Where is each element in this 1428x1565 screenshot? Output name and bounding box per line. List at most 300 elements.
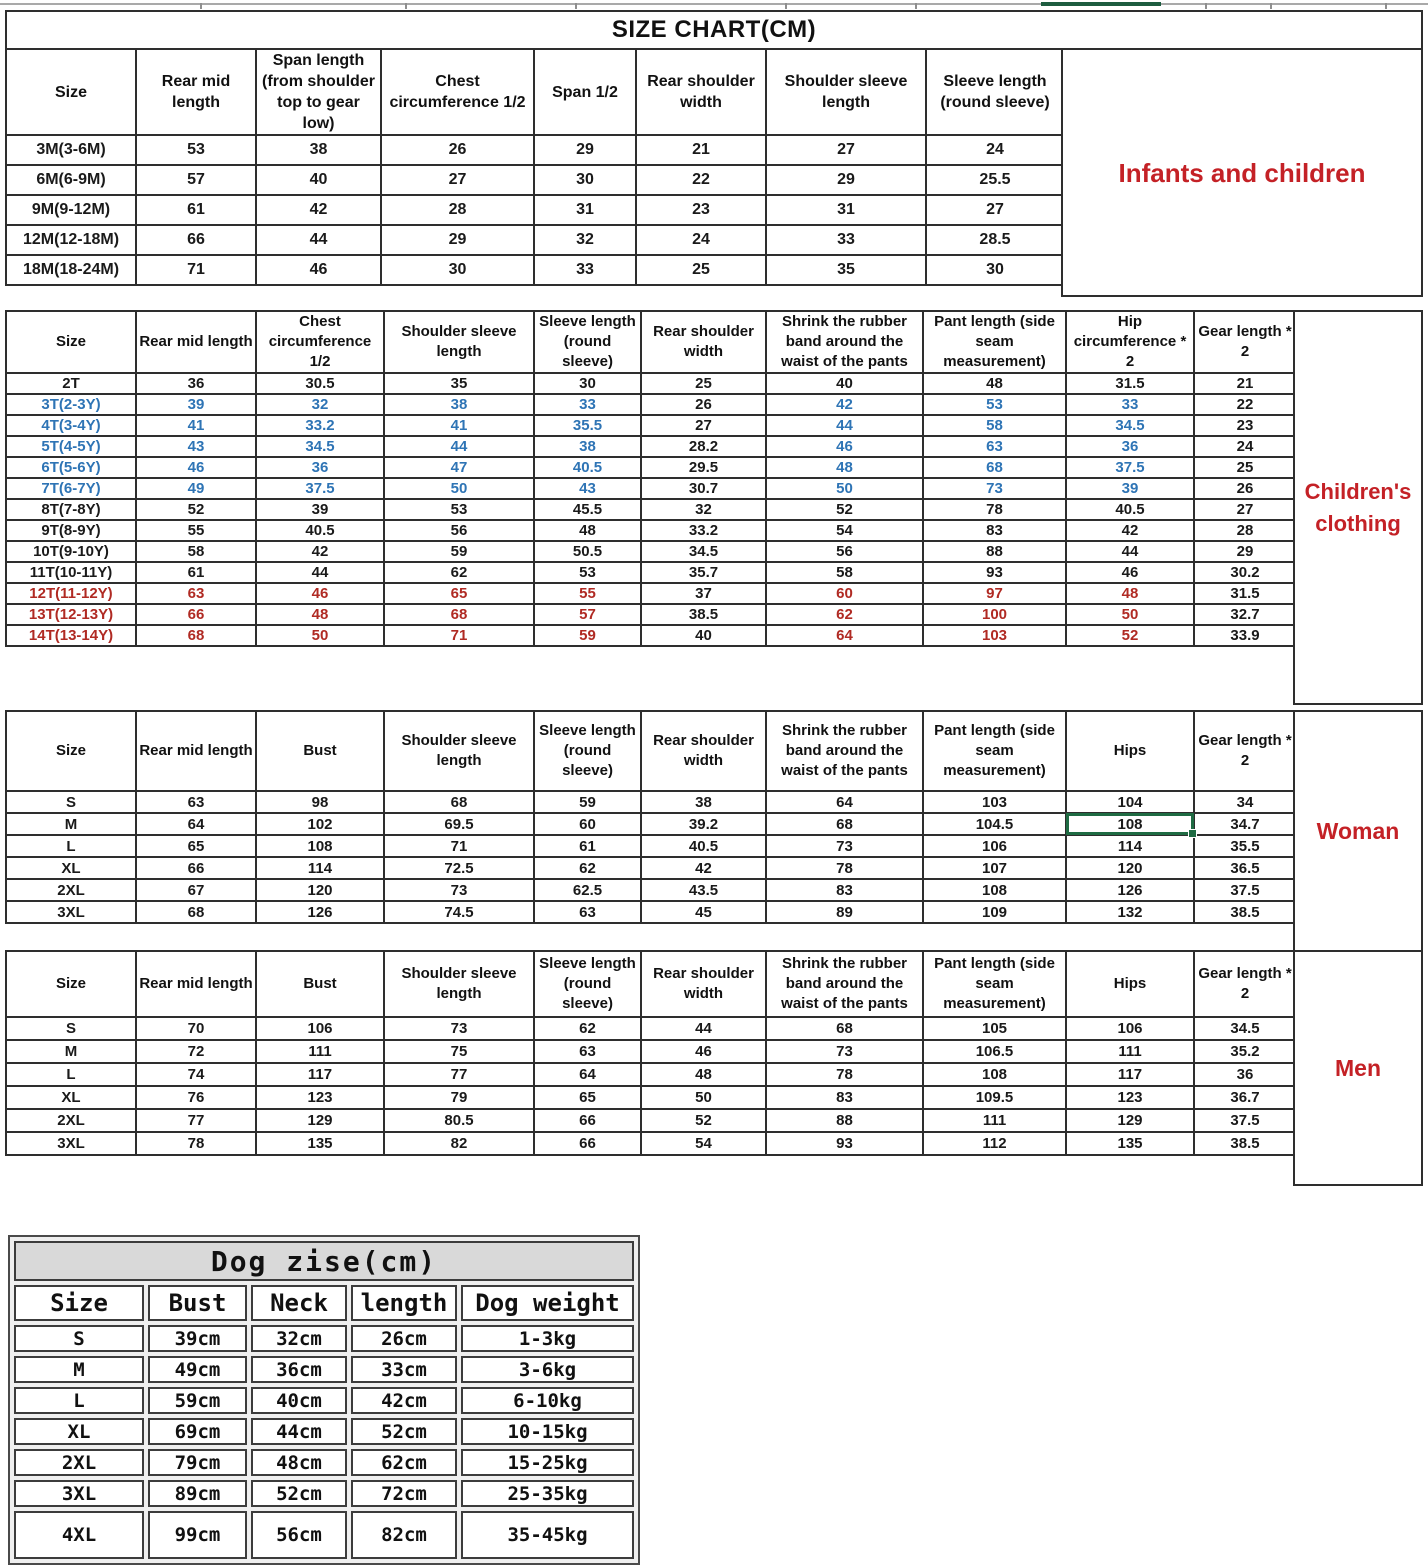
value-cell: 89: [766, 901, 923, 923]
value-cell: 34.5: [1194, 1017, 1296, 1040]
value-cell: 78: [923, 499, 1066, 520]
column-header: Pant length (side seam measurement): [923, 311, 1066, 373]
value-cell: 114: [1066, 835, 1194, 857]
header-row: [6, 711, 1296, 791]
value-cell: 42: [256, 541, 384, 562]
table-row: [6, 255, 1064, 285]
value-cell: 25.5: [926, 165, 1064, 195]
table-row: [6, 373, 1296, 394]
value-cell: 93: [923, 562, 1066, 583]
value-cell: 62: [534, 857, 641, 879]
value-cell: 1-3kg: [461, 1325, 634, 1352]
value-cell: 35: [384, 373, 534, 394]
value-cell: 58: [136, 541, 256, 562]
value-cell: 37.5: [256, 478, 384, 499]
value-cell: 34.5: [256, 436, 384, 457]
value-cell: 53: [136, 135, 256, 165]
value-cell: 65: [534, 1086, 641, 1109]
table-row: [6, 879, 1296, 901]
value-cell: 109: [923, 901, 1066, 923]
table-row: [6, 791, 1296, 813]
value-cell: 73: [384, 879, 534, 901]
size-cell: 12M(12-18M): [6, 225, 136, 255]
value-cell: 103: [923, 791, 1066, 813]
column-header: Pant length (side seam measurement): [923, 951, 1066, 1017]
value-cell: 40cm: [251, 1387, 347, 1414]
value-cell: 32: [641, 499, 766, 520]
value-cell: 29: [1194, 541, 1296, 562]
value-cell: 46: [766, 436, 923, 457]
value-cell: 39.2: [641, 813, 766, 835]
column-header: Sleeve length (round sleeve): [534, 311, 641, 373]
value-cell: 26: [381, 135, 534, 165]
value-cell: 68: [384, 791, 534, 813]
value-cell: 111: [256, 1040, 384, 1063]
value-cell: 78: [766, 857, 923, 879]
column-header: Hips: [1066, 951, 1194, 1017]
value-cell: 45.5: [534, 499, 641, 520]
table-row: [14, 1387, 634, 1414]
size-cell: S: [6, 1017, 136, 1040]
value-cell: 33: [534, 394, 641, 415]
value-cell: 62.5: [534, 879, 641, 901]
value-cell: 69cm: [148, 1418, 247, 1445]
value-cell: 28.5: [926, 225, 1064, 255]
value-cell: 48cm: [251, 1449, 347, 1476]
value-cell: 30.2: [1194, 562, 1296, 583]
children-section-label: Children's clothing: [1293, 310, 1423, 705]
selected-column-edge: [1041, 2, 1161, 6]
value-cell: 38.5: [1194, 901, 1296, 923]
value-cell: 25-35kg: [461, 1480, 634, 1507]
size-cell: 3XL: [6, 901, 136, 923]
size-cell: 8T(7-8Y): [6, 499, 136, 520]
size-cell: L: [6, 1063, 136, 1086]
column-header: Size: [6, 711, 136, 791]
value-cell: 58: [766, 562, 923, 583]
men-section-label: Men: [1293, 950, 1423, 1186]
table-row: [6, 901, 1296, 923]
men-size-table: [5, 950, 1297, 1156]
value-cell: 61: [136, 562, 256, 583]
value-cell: 15-25kg: [461, 1449, 634, 1476]
value-cell: 44: [256, 562, 384, 583]
value-cell: 48: [1066, 583, 1194, 604]
value-cell: 30.5: [256, 373, 384, 394]
value-cell: 43: [534, 478, 641, 499]
column-header: Shrink the rubber band around the waist of the pants: [766, 311, 923, 373]
value-cell: 106: [256, 1017, 384, 1040]
table-row: [6, 394, 1296, 415]
header-row: [6, 311, 1296, 373]
table-row: [6, 604, 1296, 625]
column-header: Pant length (side seam measurement): [923, 711, 1066, 791]
value-cell: 31.5: [1066, 373, 1194, 394]
column-header: Gear length * 2: [1194, 311, 1296, 373]
value-cell: 44: [766, 415, 923, 436]
value-cell: 23: [1194, 415, 1296, 436]
value-cell: 56: [766, 541, 923, 562]
value-cell: 74: [136, 1063, 256, 1086]
infants-section-label: Infants and children: [1061, 48, 1423, 297]
value-cell: 28: [381, 195, 534, 225]
value-cell: 50: [641, 1086, 766, 1109]
value-cell: 56cm: [251, 1511, 347, 1559]
value-cell: 40.5: [1066, 499, 1194, 520]
size-cell: 6T(5-6Y): [6, 457, 136, 478]
value-cell: 108: [1066, 813, 1194, 835]
value-cell: 42: [641, 857, 766, 879]
value-cell: 48: [534, 520, 641, 541]
value-cell: 65: [384, 583, 534, 604]
value-cell: 78: [136, 1132, 256, 1155]
value-cell: 63: [136, 583, 256, 604]
value-cell: 33: [1066, 394, 1194, 415]
column-header: Neck: [251, 1285, 347, 1321]
value-cell: 66: [136, 857, 256, 879]
value-cell: 126: [1066, 879, 1194, 901]
table-row: [6, 165, 1064, 195]
size-cell: XL: [6, 857, 136, 879]
value-cell: 44: [384, 436, 534, 457]
value-cell: 42: [1066, 520, 1194, 541]
value-cell: 64: [136, 813, 256, 835]
value-cell: 66: [136, 225, 256, 255]
value-cell: 54: [641, 1132, 766, 1155]
value-cell: 32cm: [251, 1325, 347, 1352]
value-cell: 71: [384, 835, 534, 857]
column-header: Rear mid length: [136, 951, 256, 1017]
value-cell: 50: [1066, 604, 1194, 625]
value-cell: 68: [923, 457, 1066, 478]
value-cell: 31: [534, 195, 636, 225]
value-cell: 32: [256, 394, 384, 415]
column-header: Shoulder sleeve length: [384, 711, 534, 791]
column-header: Rear shoulder width: [641, 311, 766, 373]
column-header: Span length (from shoulder top to gear low): [256, 49, 381, 135]
value-cell: 37.5: [1194, 879, 1296, 901]
value-cell: 107: [923, 857, 1066, 879]
value-cell: 78: [766, 1063, 923, 1086]
value-cell: 48: [256, 604, 384, 625]
dog-size-table: [8, 1235, 640, 1565]
size-cell: L: [6, 835, 136, 857]
value-cell: 129: [256, 1109, 384, 1132]
column-header: Rear mid length: [136, 49, 256, 135]
size-cell: 5T(4-5Y): [6, 436, 136, 457]
gridline-tick: [1385, 3, 1387, 9]
value-cell: 35.5: [534, 415, 641, 436]
value-cell: 77: [384, 1063, 534, 1086]
value-cell: 28: [1194, 520, 1296, 541]
value-cell: 63: [534, 1040, 641, 1063]
value-cell: 106: [923, 835, 1066, 857]
value-cell: 27: [1194, 499, 1296, 520]
column-header: Chest circumference 1/2: [256, 311, 384, 373]
value-cell: 37: [641, 583, 766, 604]
value-cell: 63: [923, 436, 1066, 457]
value-cell: 44: [256, 225, 381, 255]
value-cell: 52: [766, 499, 923, 520]
value-cell: 47: [384, 457, 534, 478]
value-cell: 37.5: [1066, 457, 1194, 478]
header-row: [14, 1285, 634, 1321]
gridline-tick: [1270, 3, 1272, 9]
value-cell: 61: [534, 835, 641, 857]
value-cell: 38: [641, 791, 766, 813]
value-cell: 66: [534, 1109, 641, 1132]
value-cell: 36: [1194, 1063, 1296, 1086]
value-cell: 35: [766, 255, 926, 285]
value-cell: 62cm: [351, 1449, 457, 1476]
value-cell: 36cm: [251, 1356, 347, 1383]
value-cell: 27: [381, 165, 534, 195]
value-cell: 106: [1066, 1017, 1194, 1040]
column-header: Rear shoulder width: [636, 49, 766, 135]
size-cell: 2XL: [6, 1109, 136, 1132]
value-cell: 62: [766, 604, 923, 625]
value-cell: 60: [534, 813, 641, 835]
value-cell: 29.5: [641, 457, 766, 478]
value-cell: 112: [923, 1132, 1066, 1155]
table-row: [6, 499, 1296, 520]
value-cell: 43: [136, 436, 256, 457]
value-cell: 69.5: [384, 813, 534, 835]
value-cell: 62: [534, 1017, 641, 1040]
table-row: [6, 135, 1064, 165]
value-cell: 59: [384, 541, 534, 562]
value-cell: 102: [256, 813, 384, 835]
value-cell: 39: [1066, 478, 1194, 499]
value-cell: 76: [136, 1086, 256, 1109]
size-cell: 3XL: [6, 1132, 136, 1155]
value-cell: 45: [641, 901, 766, 923]
value-cell: 114: [256, 857, 384, 879]
value-cell: 71: [136, 255, 256, 285]
value-cell: 71: [384, 625, 534, 646]
value-cell: 73: [766, 835, 923, 857]
size-cell: 14T(13-14Y): [6, 625, 136, 646]
dog-table-title: Dog zise(cm): [14, 1241, 634, 1281]
value-cell: 74.5: [384, 901, 534, 923]
dog-title-row: [14, 1241, 634, 1281]
table-row: [6, 478, 1296, 499]
value-cell: 132: [1066, 901, 1194, 923]
value-cell: 108: [923, 879, 1066, 901]
value-cell: 62: [384, 562, 534, 583]
value-cell: 35.2: [1194, 1040, 1296, 1063]
value-cell: 25: [636, 255, 766, 285]
table-row: [6, 562, 1296, 583]
value-cell: 60: [766, 583, 923, 604]
value-cell: 104: [1066, 791, 1194, 813]
value-cell: 42cm: [351, 1387, 457, 1414]
value-cell: 50: [256, 625, 384, 646]
value-cell: 40: [766, 373, 923, 394]
value-cell: 53: [384, 499, 534, 520]
column-header: Span 1/2: [534, 49, 636, 135]
value-cell: 34: [1194, 791, 1296, 813]
value-cell: 52: [136, 499, 256, 520]
value-cell: 34.5: [1066, 415, 1194, 436]
value-cell: 33.2: [256, 415, 384, 436]
size-cell: 9T(8-9Y): [6, 520, 136, 541]
value-cell: 66: [534, 1132, 641, 1155]
value-cell: 36: [256, 457, 384, 478]
value-cell: 73: [384, 1017, 534, 1040]
value-cell: 46: [256, 255, 381, 285]
value-cell: 66: [136, 604, 256, 625]
value-cell: 39: [136, 394, 256, 415]
value-cell: 25: [1194, 457, 1296, 478]
value-cell: 38: [384, 394, 534, 415]
value-cell: 41: [136, 415, 256, 436]
value-cell: 59: [534, 625, 641, 646]
size-cell: XL: [14, 1418, 144, 1445]
size-cell: 3T(2-3Y): [6, 394, 136, 415]
value-cell: 52cm: [351, 1418, 457, 1445]
value-cell: 61: [136, 195, 256, 225]
value-cell: 56: [384, 520, 534, 541]
column-header: Chest circumference 1/2: [381, 49, 534, 135]
value-cell: 106.5: [923, 1040, 1066, 1063]
table-row: [6, 1017, 1296, 1040]
size-cell: 3XL: [14, 1480, 144, 1507]
value-cell: 30: [381, 255, 534, 285]
value-cell: 36: [136, 373, 256, 394]
column-header: Bust: [256, 711, 384, 791]
header-row: [6, 49, 1064, 135]
column-header: length: [351, 1285, 457, 1321]
value-cell: 32.7: [1194, 604, 1296, 625]
value-cell: 97: [923, 583, 1066, 604]
value-cell: 33.9: [1194, 625, 1296, 646]
size-cell: 7T(6-7Y): [6, 478, 136, 499]
value-cell: 44cm: [251, 1418, 347, 1445]
table-row: [6, 520, 1296, 541]
value-cell: 43.5: [641, 879, 766, 901]
infants-size-table: [5, 48, 1065, 286]
value-cell: 68: [136, 625, 256, 646]
value-cell: 75: [384, 1040, 534, 1063]
value-cell: 30: [926, 255, 1064, 285]
value-cell: 129: [1066, 1109, 1194, 1132]
value-cell: 68: [136, 901, 256, 923]
size-cell: 2XL: [6, 879, 136, 901]
woman-size-table: [5, 710, 1297, 924]
value-cell: 3-6kg: [461, 1356, 634, 1383]
value-cell: 40.5: [534, 457, 641, 478]
value-cell: 72cm: [351, 1480, 457, 1507]
value-cell: 6-10kg: [461, 1387, 634, 1414]
value-cell: 46: [641, 1040, 766, 1063]
value-cell: 52: [641, 1109, 766, 1132]
value-cell: 64: [766, 791, 923, 813]
value-cell: 35-45kg: [461, 1511, 634, 1559]
value-cell: 40: [256, 165, 381, 195]
size-cell: 4XL: [14, 1511, 144, 1559]
value-cell: 68: [766, 1017, 923, 1040]
value-cell: 63: [534, 901, 641, 923]
column-header: Gear length * 2: [1194, 711, 1296, 791]
spreadsheet-gridline: [0, 3, 1428, 5]
value-cell: 42: [766, 394, 923, 415]
column-header: Bust: [256, 951, 384, 1017]
value-cell: 24: [926, 135, 1064, 165]
value-cell: 82cm: [351, 1511, 457, 1559]
value-cell: 26cm: [351, 1325, 457, 1352]
value-cell: 30: [534, 373, 641, 394]
value-cell: 27: [766, 135, 926, 165]
value-cell: 36.5: [1194, 857, 1296, 879]
column-header: Size: [14, 1285, 144, 1321]
value-cell: 68: [384, 604, 534, 625]
value-cell: 38.5: [641, 604, 766, 625]
value-cell: 22: [636, 165, 766, 195]
value-cell: 120: [256, 879, 384, 901]
value-cell: 22: [1194, 394, 1296, 415]
gridline-tick: [200, 3, 202, 9]
value-cell: 88: [766, 1109, 923, 1132]
value-cell: 64: [534, 1063, 641, 1086]
value-cell: 24: [636, 225, 766, 255]
value-cell: 99cm: [148, 1511, 247, 1559]
value-cell: 48: [923, 373, 1066, 394]
table-row: [6, 857, 1296, 879]
value-cell: 10-15kg: [461, 1418, 634, 1445]
value-cell: 117: [256, 1063, 384, 1086]
value-cell: 38: [256, 135, 381, 165]
table-row: [14, 1418, 634, 1445]
value-cell: 111: [923, 1109, 1066, 1132]
size-cell: 3M(3-6M): [6, 135, 136, 165]
value-cell: 126: [256, 901, 384, 923]
value-cell: 33: [534, 255, 636, 285]
value-cell: 26: [641, 394, 766, 415]
column-header: Rear mid length: [136, 711, 256, 791]
gridline-tick: [575, 3, 577, 9]
column-header: Bust: [148, 1285, 247, 1321]
table-row: [6, 225, 1064, 255]
gridline-tick: [405, 3, 407, 9]
table-row: [6, 195, 1064, 225]
value-cell: 24: [1194, 436, 1296, 457]
value-cell: 120: [1066, 857, 1194, 879]
value-cell: 21: [1194, 373, 1296, 394]
size-cell: S: [14, 1325, 144, 1352]
value-cell: 108: [923, 1063, 1066, 1086]
value-cell: 35.5: [1194, 835, 1296, 857]
value-cell: 29: [766, 165, 926, 195]
value-cell: 83: [766, 1086, 923, 1109]
woman-section-label: Woman: [1293, 710, 1423, 952]
value-cell: 72: [136, 1040, 256, 1063]
value-cell: 26: [1194, 478, 1296, 499]
value-cell: 93: [766, 1132, 923, 1155]
value-cell: 98: [256, 791, 384, 813]
size-cell: 2T: [6, 373, 136, 394]
size-cell: 6M(6-9M): [6, 165, 136, 195]
value-cell: 63: [136, 791, 256, 813]
value-cell: 64: [766, 625, 923, 646]
value-cell: 53: [923, 394, 1066, 415]
table-row: [6, 415, 1296, 436]
table-row: [6, 625, 1296, 646]
value-cell: 37.5: [1194, 1109, 1296, 1132]
column-header: Shrink the rubber band around the waist of the pants: [766, 951, 923, 1017]
value-cell: 53: [534, 562, 641, 583]
column-header: Dog weight: [461, 1285, 634, 1321]
